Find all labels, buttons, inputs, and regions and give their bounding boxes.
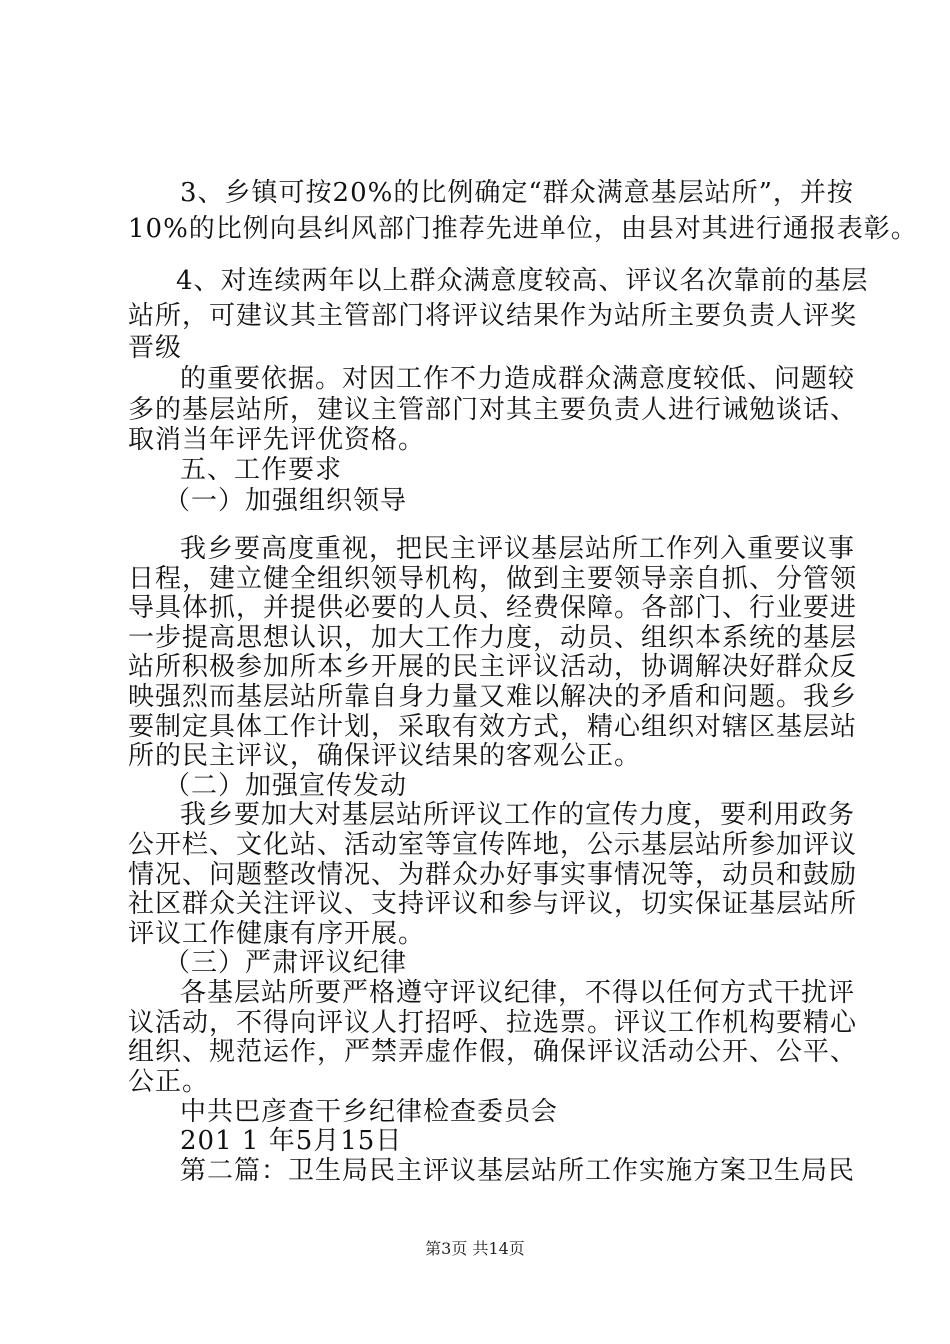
text-line: 站所积极参加所本乡开展的民主评议活动，协调解决好群众反 <box>128 652 858 683</box>
text-line: 组织、规范运作，严禁弄虚作假，确保评议活动公开、公平、 <box>128 1037 858 1068</box>
section-heading: 五、工作要求 <box>180 455 343 485</box>
text-line: 各基层站所要严格遵守评议纪律，不得以任何方式干扰评 <box>180 978 856 1008</box>
text-line: 3、乡镇可按20%的比例确定“群众满意基层站所”，并按 <box>180 178 854 208</box>
page-footer: 第3页 共14页 <box>425 1239 525 1258</box>
text-line: 映强烈而基层站所靠自身力量又难以解决的矛盾和问题。我乡 <box>128 682 858 712</box>
text-line: 我乡要高度重视，把民主评议基层站所工作列入重要议事 <box>180 534 856 564</box>
text-line: 10%的比例向县纠风部门推荐先进单位，由县对其进行通报表彰。 <box>128 214 918 244</box>
signature-date: 201 1 年5月15日 <box>180 1126 403 1156</box>
text-line: 晋级 <box>128 333 183 363</box>
text-line: 议活动，不得向评议人打招呼、拉选票。评议工作机构要精心 <box>128 1007 858 1038</box>
text-line: 社区群众关注评议、支持评议和参与评议，切实保证基层站所 <box>128 889 858 920</box>
text-line: 日程，建立健全组织领导机构，做到主要领导亲自抓、分管领 <box>128 563 858 594</box>
text-line: 的重要依据。对因工作不力造成群众满意度较低、问题较 <box>180 364 856 394</box>
text-line: 多的基层站所，建议主管部门对其主要负责人进行诫勉谈话、 <box>128 395 858 425</box>
text-line: 站所，可建议其主管部门将评议结果作为站所主要负责人评奖 <box>128 301 858 331</box>
text-line: 一步提高思想认识，加大工作力度，动员、组织本系统的基层 <box>128 622 858 653</box>
text-line: 取消当年评先评优资格。 <box>128 425 426 455</box>
text-line: 公正。 <box>128 1066 210 1097</box>
text-line: 评议工作健康有序开展。 <box>128 918 426 949</box>
subsection-heading: （三）严肃评议纪律 <box>164 948 408 979</box>
subsection-heading: （一）加强组织领导 <box>164 486 408 516</box>
text-line: 情况、问题整改情况、为群众办好事实事情况等，动员和鼓励 <box>128 859 858 890</box>
text-line: 我乡要加大对基层站所评议工作的宣传力度，要利用政务 <box>180 800 856 831</box>
text-line: 4、对连续两年以上群众满意度较高、评议名次靠前的基层 <box>176 266 869 296</box>
text-line: 公开栏、文化站、活动室等宣传阵地，公示基层站所参加评议 <box>128 830 858 860</box>
text-line: 要制定具体工作计划，采取有效方式，精心组织对辖区基层站 <box>128 711 858 742</box>
next-section-title: 第二篇：卫生局民主评议基层站所工作实施方案卫生局民 <box>180 1156 856 1186</box>
subsection-heading: （二）加强宣传发动 <box>164 770 408 801</box>
signature-organization: 中共巴彦查干乡纪律检查委员会 <box>180 1097 559 1127</box>
text-line: 导具体抓，并提供必要的人员、经费保障。各部门、行业要进 <box>128 593 858 624</box>
text-line: 所的民主评议，确保评议结果的客观公正。 <box>128 741 642 772</box>
